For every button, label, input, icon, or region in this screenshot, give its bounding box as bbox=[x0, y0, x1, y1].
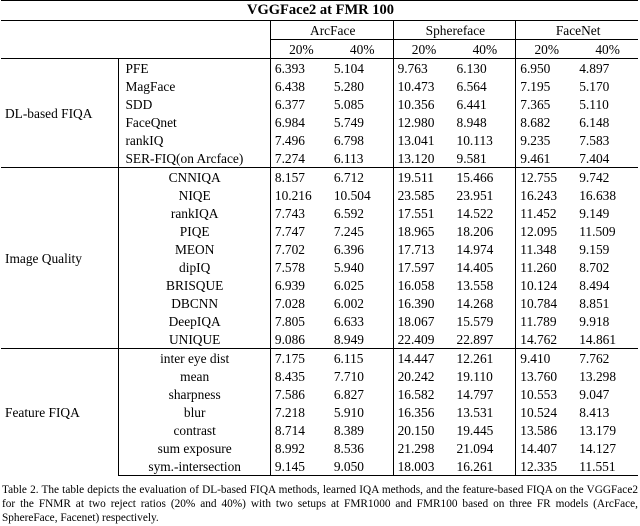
value-cell: 6.002 bbox=[333, 295, 364, 311]
value-cell: 14.762 bbox=[516, 330, 575, 349]
method-name: blur bbox=[119, 403, 270, 421]
value-cell: 23.951 bbox=[456, 187, 494, 203]
value-cell: 9.149 bbox=[579, 205, 610, 221]
value-cell: 7.245 bbox=[333, 223, 364, 239]
method-name: mean bbox=[119, 367, 270, 385]
value-cell: 7.710 bbox=[333, 368, 364, 384]
value-cell: 9.047 bbox=[579, 386, 610, 402]
value-cell: 6.025 bbox=[333, 277, 364, 293]
value-cell: 9.410 bbox=[516, 349, 575, 368]
ratio-header: 40% bbox=[349, 41, 375, 57]
value-cell: 8.702 bbox=[579, 259, 610, 275]
value-cell: 18.067 bbox=[393, 312, 452, 330]
value-cell: 7.496 bbox=[270, 131, 329, 149]
value-cell: 10.113 bbox=[456, 132, 493, 148]
group-label: Feature FIQA bbox=[1, 349, 119, 476]
value-cell: 21.298 bbox=[393, 439, 452, 457]
value-cell: 12.755 bbox=[516, 168, 575, 187]
value-cell: 5.940 bbox=[333, 259, 364, 275]
method-name: FaceQnet bbox=[119, 113, 270, 131]
value-cell: 10.524 bbox=[516, 403, 575, 421]
value-cell: 6.633 bbox=[333, 313, 364, 329]
value-cell: 19.511 bbox=[393, 168, 452, 187]
value-cell: 6.130 bbox=[453, 59, 516, 78]
value-cell: 23.585 bbox=[393, 186, 452, 204]
model-header-sphereface: Sphereface bbox=[393, 21, 516, 40]
value-cell: 16.243 bbox=[516, 186, 575, 204]
value-cell: 6.393 bbox=[270, 59, 329, 78]
table-title-row bbox=[1, 1, 638, 21]
value-cell: 7.028 bbox=[270, 294, 329, 312]
method-name: rankIQ bbox=[119, 131, 270, 149]
value-cell: 14.522 bbox=[456, 205, 494, 221]
method-name: rankIQA bbox=[119, 204, 270, 222]
value-cell: 6.438 bbox=[270, 77, 329, 95]
method-name: inter eye dist bbox=[119, 349, 270, 368]
value-cell: 9.235 bbox=[516, 131, 575, 149]
method-name: PIQE bbox=[119, 222, 270, 240]
value-cell: 7.805 bbox=[270, 312, 329, 330]
value-cell: 6.564 bbox=[456, 78, 487, 94]
value-cell: 8.494 bbox=[579, 277, 610, 293]
table-title: VGGFace2 at FMR 100 bbox=[1, 1, 638, 21]
value-cell: 13.179 bbox=[579, 422, 617, 438]
value-cell: 7.404 bbox=[579, 150, 610, 166]
value-cell: 9.763 bbox=[393, 59, 452, 78]
value-cell: 6.115 bbox=[330, 349, 393, 368]
value-cell: 19.110 bbox=[456, 368, 493, 384]
value-cell: 14.405 bbox=[456, 259, 494, 275]
value-cell: 5.749 bbox=[333, 114, 364, 130]
value-cell: 22.409 bbox=[393, 330, 452, 349]
value-cell: 16.390 bbox=[393, 294, 452, 312]
method-name: sharpness bbox=[119, 385, 270, 403]
method-name: MagFace bbox=[119, 77, 270, 95]
method-name: MEON bbox=[119, 240, 270, 258]
value-cell: 5.110 bbox=[579, 96, 609, 112]
value-cell: 6.113 bbox=[333, 150, 364, 166]
model-header-arcface: ArcFace bbox=[270, 21, 393, 40]
value-cell: 5.085 bbox=[333, 96, 364, 112]
value-cell: 16.582 bbox=[393, 385, 452, 403]
value-cell: 7.365 bbox=[516, 95, 575, 113]
value-cell: 13.586 bbox=[516, 421, 575, 439]
table-caption: Table 2. The table depicts the evaluation of DL-based FIQA methods, learned IQA methods, and the feature-based FIQA on the VGGFace2 for the FNMR at two reject ratios (20% and 40%) with two setups at FMR1000 and FMR100 based on three FR models (ArcFace, SphereFace, Facenet) respectively. bbox=[2, 484, 638, 524]
value-cell: 16.638 bbox=[579, 187, 617, 203]
value-cell: 13.760 bbox=[516, 367, 575, 385]
table-row bbox=[1, 349, 638, 368]
ratio-header: 40% bbox=[595, 41, 620, 57]
value-cell: 16.058 bbox=[393, 276, 452, 294]
value-cell: 14.861 bbox=[579, 331, 617, 347]
ratio-header: 20% bbox=[393, 40, 452, 59]
value-cell: 7.762 bbox=[575, 349, 638, 368]
value-cell: 18.965 bbox=[393, 222, 452, 240]
value-cell: 15.466 bbox=[453, 168, 516, 187]
value-cell: 11.509 bbox=[579, 223, 616, 239]
value-cell: 6.396 bbox=[333, 241, 364, 257]
value-cell: 11.551 bbox=[575, 457, 638, 476]
value-cell: 8.413 bbox=[579, 404, 610, 420]
value-cell: 7.747 bbox=[270, 222, 329, 240]
value-cell: 6.939 bbox=[270, 276, 329, 294]
value-cell: 5.910 bbox=[333, 404, 364, 420]
ratio-header-row bbox=[1, 40, 638, 59]
method-name: UNIQUE bbox=[119, 330, 270, 349]
value-cell: 9.145 bbox=[270, 457, 329, 476]
value-cell: 6.798 bbox=[333, 132, 364, 148]
model-header-facenet: FaceNet bbox=[516, 21, 638, 40]
value-cell: 8.536 bbox=[333, 440, 364, 456]
value-cell: 10.473 bbox=[393, 77, 452, 95]
value-cell: 14.797 bbox=[456, 386, 494, 402]
value-cell: 19.445 bbox=[456, 422, 494, 438]
value-cell: 18.003 bbox=[393, 457, 452, 476]
value-cell: 11.348 bbox=[516, 240, 575, 258]
value-cell: 7.586 bbox=[270, 385, 329, 403]
ratio-header: 20% bbox=[270, 40, 329, 59]
group-label: Image Quality bbox=[1, 168, 119, 349]
value-cell: 12.095 bbox=[516, 222, 575, 240]
value-cell: 8.949 bbox=[333, 331, 364, 347]
value-cell: 6.984 bbox=[270, 113, 329, 131]
method-name: BRISQUE bbox=[119, 276, 270, 294]
value-cell: 6.712 bbox=[330, 168, 393, 187]
value-cell: 7.743 bbox=[270, 204, 329, 222]
table-row bbox=[1, 168, 638, 187]
model-header-row bbox=[1, 21, 638, 40]
value-cell: 21.094 bbox=[456, 440, 494, 456]
value-cell: 7.274 bbox=[270, 149, 329, 168]
value-cell: 9.581 bbox=[456, 150, 487, 166]
value-cell: 10.124 bbox=[516, 276, 575, 294]
value-cell: 9.461 bbox=[516, 149, 575, 168]
value-cell: 16.261 bbox=[453, 457, 516, 476]
method-name: CNNIQA bbox=[119, 168, 270, 187]
value-cell: 7.578 bbox=[270, 258, 329, 276]
value-cell: 17.551 bbox=[393, 204, 452, 222]
value-cell: 20.150 bbox=[393, 421, 452, 439]
value-cell: 13.558 bbox=[456, 277, 494, 293]
value-cell: 8.435 bbox=[270, 367, 329, 385]
method-name: NIQE bbox=[119, 186, 270, 204]
value-cell: 11.260 bbox=[516, 258, 575, 276]
value-cell: 17.713 bbox=[393, 240, 452, 258]
value-cell: 9.050 bbox=[330, 457, 393, 476]
value-cell: 9.742 bbox=[575, 168, 638, 187]
value-cell: 13.531 bbox=[456, 404, 494, 420]
value-cell: 6.950 bbox=[516, 59, 575, 78]
value-cell: 18.206 bbox=[456, 223, 494, 239]
value-cell: 13.298 bbox=[579, 368, 617, 384]
value-cell: 6.377 bbox=[270, 95, 329, 113]
results-table bbox=[1, 0, 638, 476]
value-cell: 15.579 bbox=[456, 313, 494, 329]
value-cell: 10.504 bbox=[333, 187, 371, 203]
value-cell: 14.127 bbox=[579, 440, 617, 456]
value-cell: 8.948 bbox=[456, 114, 487, 130]
value-cell: 8.992 bbox=[270, 439, 329, 457]
value-cell: 13.120 bbox=[393, 149, 452, 168]
value-cell: 17.597 bbox=[393, 258, 452, 276]
value-cell: 7.195 bbox=[516, 77, 575, 95]
value-cell: 8.851 bbox=[579, 295, 610, 311]
value-cell: 11.452 bbox=[516, 204, 575, 222]
value-cell: 7.702 bbox=[270, 240, 329, 258]
method-name: dipIQ bbox=[119, 258, 270, 276]
value-cell: 8.714 bbox=[270, 421, 329, 439]
value-cell: 11.789 bbox=[516, 312, 575, 330]
method-name: SDD bbox=[119, 95, 270, 113]
ratio-header: 20% bbox=[516, 40, 575, 59]
value-cell: 7.218 bbox=[270, 403, 329, 421]
value-cell: 5.280 bbox=[333, 78, 364, 94]
value-cell: 12.980 bbox=[393, 113, 452, 131]
value-cell: 9.086 bbox=[270, 330, 329, 349]
value-cell: 5.170 bbox=[579, 78, 610, 94]
value-cell: 12.335 bbox=[516, 457, 575, 476]
value-cell: 8.389 bbox=[333, 422, 364, 438]
value-cell: 13.041 bbox=[393, 131, 452, 149]
method-name: sym.-intersection bbox=[119, 457, 270, 476]
value-cell: 6.441 bbox=[456, 96, 487, 112]
value-cell: 6.148 bbox=[579, 114, 610, 130]
value-cell: 7.583 bbox=[579, 132, 610, 148]
value-cell: 20.242 bbox=[393, 367, 452, 385]
value-cell: 6.827 bbox=[333, 386, 364, 402]
value-cell: 14.447 bbox=[393, 349, 452, 368]
value-cell: 12.261 bbox=[453, 349, 516, 368]
value-cell: 14.268 bbox=[456, 295, 494, 311]
method-name: DBCNN bbox=[119, 294, 270, 312]
value-cell: 4.897 bbox=[575, 59, 638, 78]
value-cell: 14.974 bbox=[456, 241, 494, 257]
value-cell: 5.104 bbox=[330, 59, 393, 78]
method-name: SER-FIQ(on Arcface) bbox=[119, 149, 270, 168]
method-name: PFE bbox=[119, 59, 270, 78]
table-row bbox=[1, 59, 638, 78]
value-cell: 14.407 bbox=[516, 439, 575, 457]
method-name: sum exposure bbox=[119, 439, 270, 457]
value-cell: 10.216 bbox=[270, 186, 329, 204]
method-name: DeepIQA bbox=[119, 312, 270, 330]
value-cell: 6.592 bbox=[333, 205, 364, 221]
value-cell: 9.918 bbox=[579, 313, 610, 329]
value-cell: 10.553 bbox=[516, 385, 575, 403]
value-cell: 7.175 bbox=[270, 349, 329, 368]
method-name: contrast bbox=[119, 421, 270, 439]
value-cell: 16.356 bbox=[393, 403, 452, 421]
ratio-header: 40% bbox=[472, 41, 498, 57]
value-cell: 22.897 bbox=[456, 331, 494, 347]
value-cell: 8.682 bbox=[516, 113, 575, 131]
value-cell: 9.159 bbox=[579, 241, 610, 257]
group-label: DL-based FIQA bbox=[1, 59, 119, 168]
value-cell: 8.157 bbox=[270, 168, 329, 187]
value-cell: 10.784 bbox=[516, 294, 575, 312]
value-cell: 10.356 bbox=[393, 95, 452, 113]
